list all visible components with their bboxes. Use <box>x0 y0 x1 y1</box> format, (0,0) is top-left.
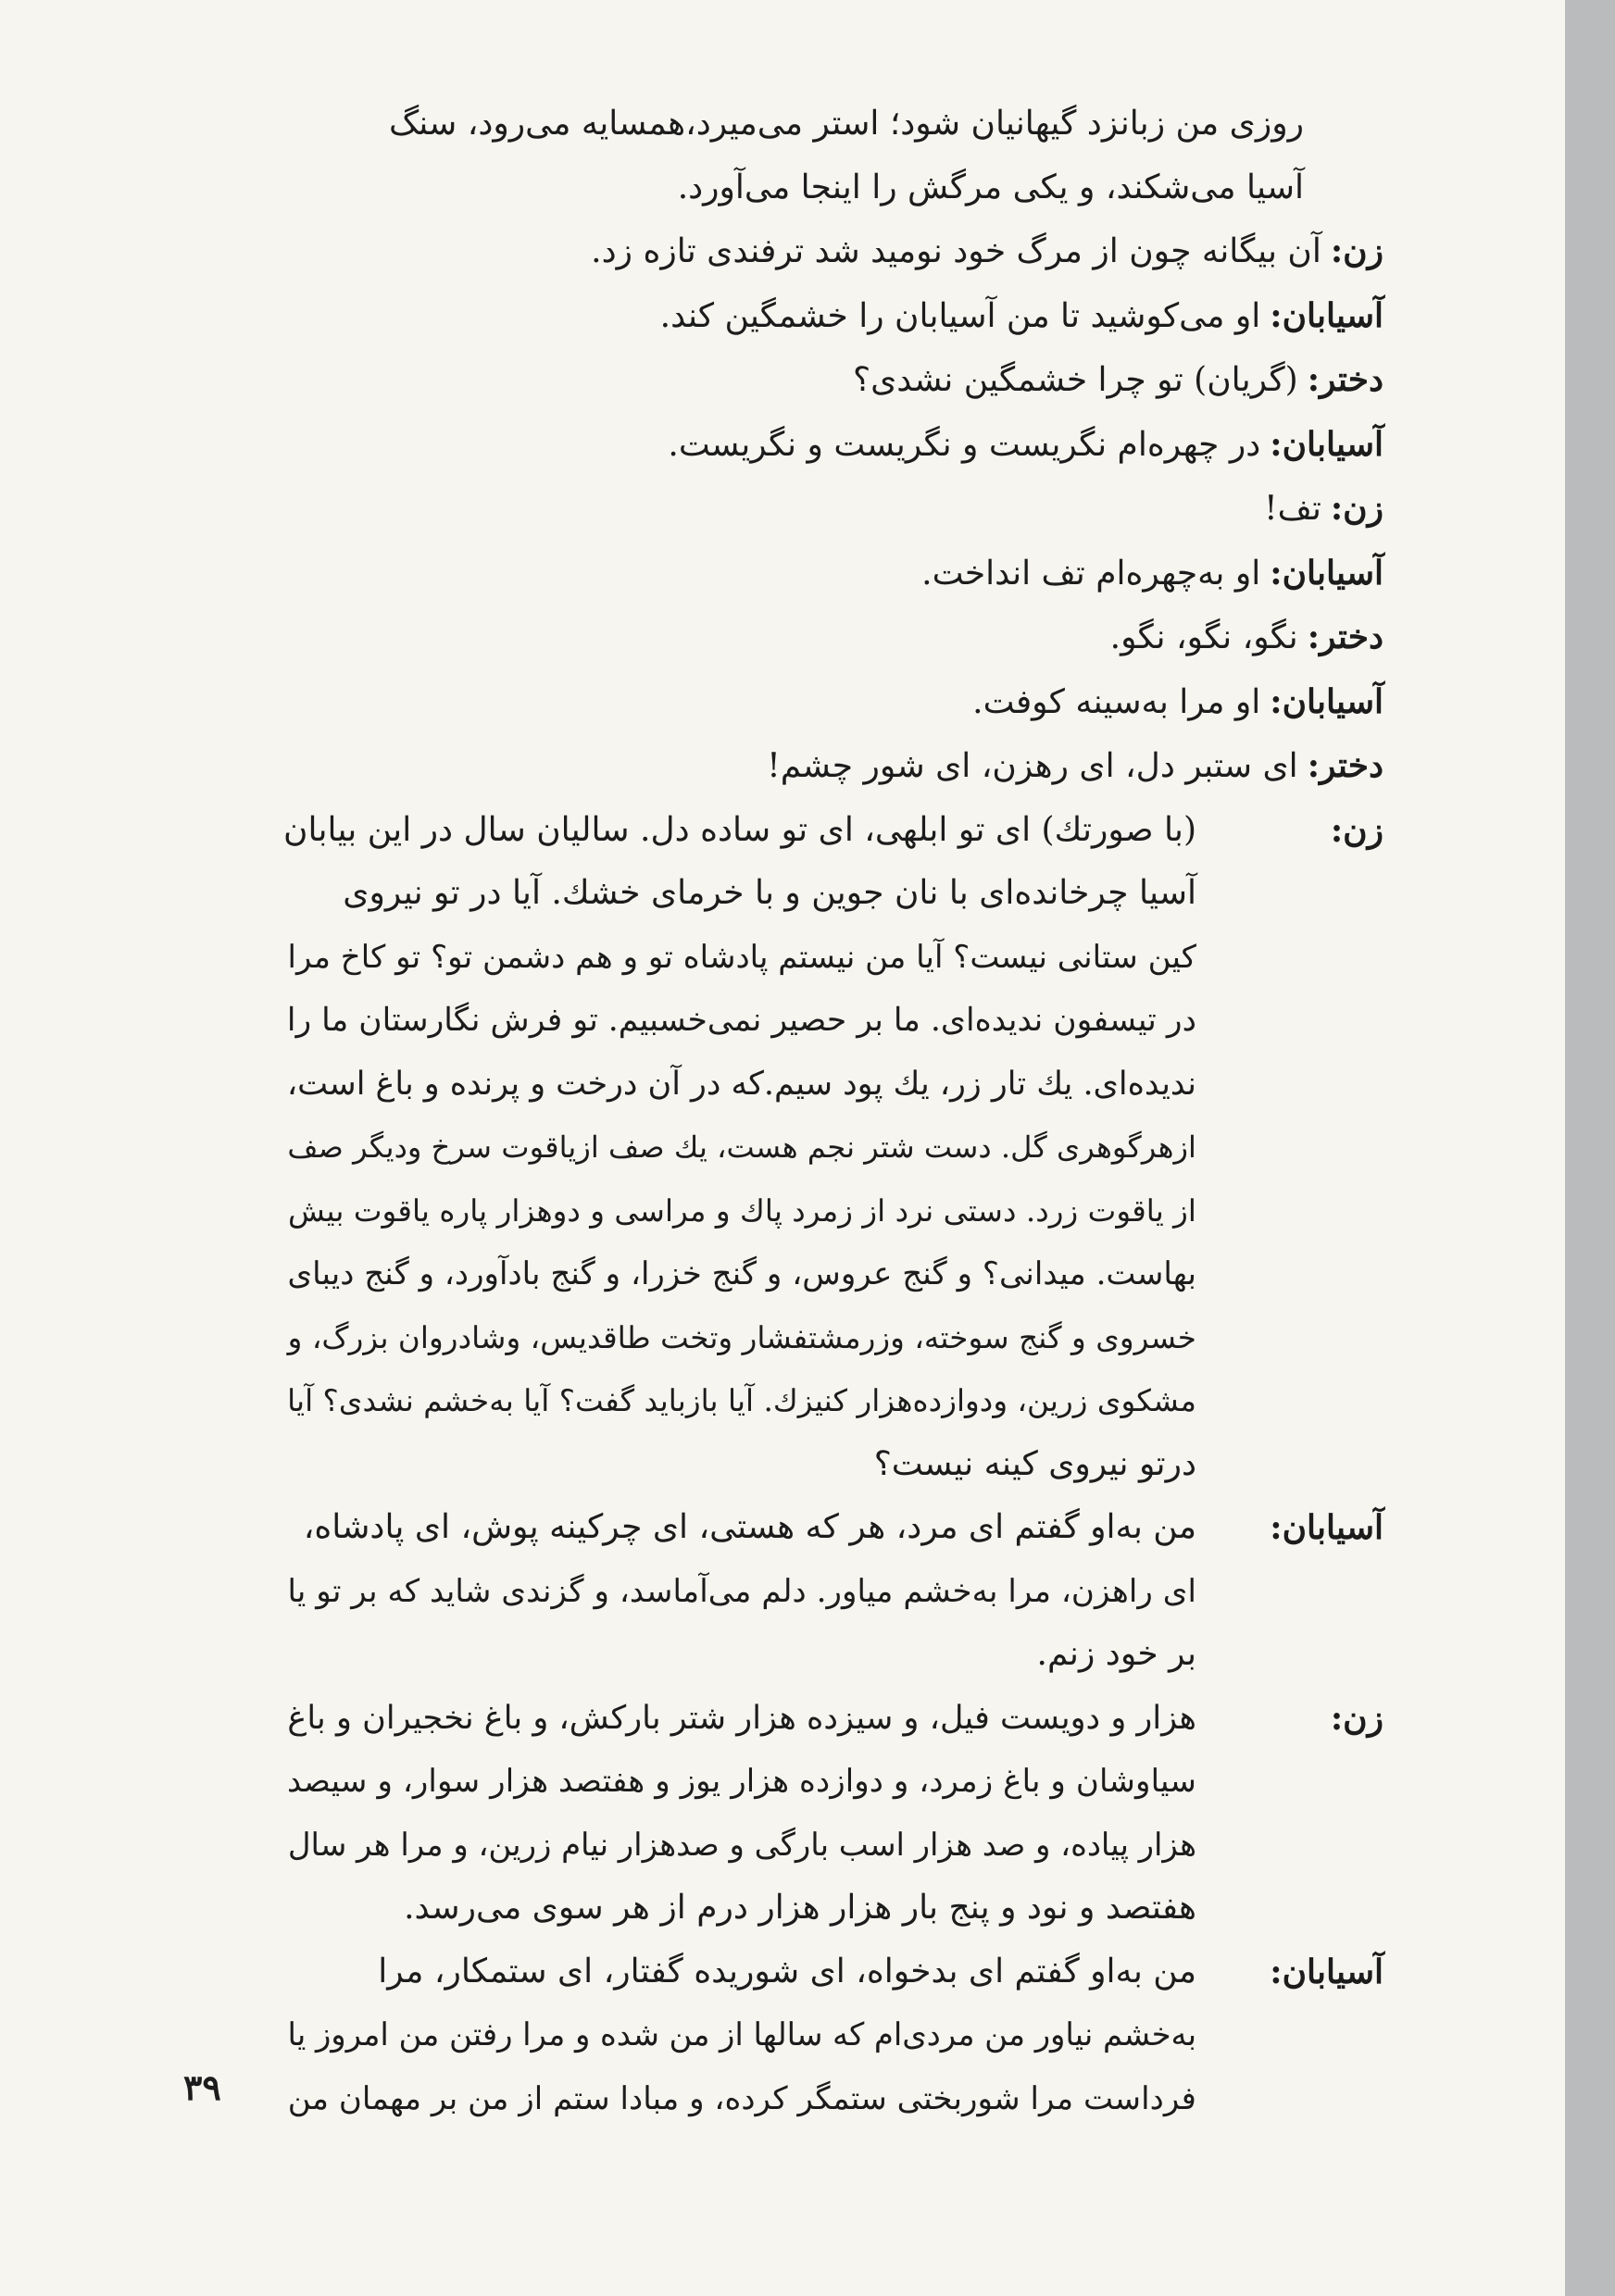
speaker-name: زن: <box>1330 1698 1383 1738</box>
text-line <box>269 413 1383 478</box>
text-line <box>269 605 1383 670</box>
line-text: او می‌کوشید تا من آسیابان را خشمگین کند. <box>659 296 1261 335</box>
speaker-name: دختر: <box>1307 360 1383 399</box>
play-text <box>269 93 1383 2166</box>
text-line <box>269 542 1383 606</box>
line-text: او به‌چهره‌ام تف انداخت. <box>921 554 1261 593</box>
text-line: بر خود زنم. <box>1036 1635 1196 1673</box>
text-line: هفتصد و نود و پنج بار هزار هزار درم از هر سوی می‌رسد. <box>404 1889 1196 1927</box>
dialogue-entry <box>269 1687 1383 1940</box>
dialogue-entry <box>269 734 1383 799</box>
text-line: سیاوشان و باغ زمرد، و دوازده هزار یوز و هفتصد هزار سوار، و سیصد <box>286 1763 1196 1800</box>
text-line: مشکوی زرین، ودوازده‌هزار کنیزك. آیا بازباید گفت؟ آیا به‌خشم نشدی؟ آیا <box>287 1383 1196 1418</box>
text-line <box>269 477 1383 542</box>
text-line: من به‌او گفتم ای مرد، هر که هستی، ای چرکینه پوش، ای پادشاه، <box>303 1508 1196 1546</box>
speaker-name: دختر: <box>1307 746 1383 785</box>
speaker-name: آسیابان: <box>1270 553 1383 593</box>
dialogue-entry <box>269 1940 1383 2131</box>
speaker-name: آسیابان: <box>1270 424 1383 464</box>
text-line: درتو نیروی کینه نیست؟ <box>873 1444 1196 1483</box>
dialogue-entry <box>269 284 1383 349</box>
text-line: ای راهزن، مرا به‌خشم میاور. دلم می‌آماسد، و گزندی شاید که بر تو یا <box>287 1572 1196 1610</box>
dialogue-entry <box>269 542 1383 606</box>
speaker-name: آسیابان: <box>1270 1508 1383 1547</box>
line-text: نگو، نگو، نگو. <box>1109 618 1298 656</box>
text-line <box>269 219 1383 284</box>
text-line: روزی من زبانزد گیهانیان شود؛ استر می‌میرد،همسایه می‌رود، سنگ <box>389 105 1304 143</box>
line-text: (گریان) تو چرا خشمگین نشدی؟ <box>853 361 1298 399</box>
page-number: ۳۹ <box>183 2066 221 2108</box>
speaker-name: دختر: <box>1307 618 1383 656</box>
text-line: در تیسفون ندیده‌ای. ما بر حصیر نمی‌خسبیم. تو فرش نگارستان ما را <box>286 1002 1196 1039</box>
dialogue-entry <box>269 219 1383 284</box>
text-line: خسروی و گنج سوخته، وزرمشتفشار وتخت طاقدیس، وشادروان بزرگ، و <box>287 1319 1196 1355</box>
dialogue-entry <box>269 413 1383 478</box>
text-line: کین ستانی نیست؟ آیا من نیستم پادشاه تو و هم دشمن تو؟ تو کاخ مرا <box>287 938 1196 976</box>
text-line <box>269 284 1383 349</box>
speaker-name: آسیابان: <box>1270 295 1383 335</box>
text-line <box>269 670 1383 735</box>
dialogue-entry <box>269 348 1383 413</box>
line-text: او مرا به‌سینه کوفت. <box>972 682 1261 721</box>
speaker-name: آسیابان: <box>1270 1952 1383 1991</box>
dialogue-entry <box>269 477 1383 542</box>
text-line: آسیا چرخانده‌ای با نان جوین و با خرمای خشك. آیا در تو نیروی <box>343 874 1196 912</box>
text-line: من به‌او گفتم ای بدخواه، ای شوریده گفتار، ای ستمکار، مرا <box>378 1952 1196 1990</box>
line-text: آن بیگانه چون از مرگ خود نومید شد ترفندی تازه زد. <box>591 232 1321 270</box>
dialogue-entry <box>269 1496 1383 1687</box>
line-text: در چهره‌ام نگریست و نگریست و نگریست. <box>668 425 1261 464</box>
line-text: تف! <box>1264 490 1321 528</box>
text-line <box>269 734 1383 799</box>
text-line: فرداست مرا شوربختی ستمگر کرده، و مبادا ستم از من بر مهمان من <box>287 2079 1196 2117</box>
speaker-name: زن: <box>1330 231 1383 270</box>
dialogue-entry <box>269 605 1383 670</box>
dialogue-entry <box>269 670 1383 735</box>
speaker-name: آسیابان: <box>1270 681 1383 721</box>
text-line: از یاقوت زرد. دستی نرد از زمرد پاك و مراسی و دوهزار پاره یاقوت بیش <box>287 1192 1196 1229</box>
scan-border <box>1565 0 1615 2296</box>
text-line: ازهرگوهری گل. دست شتر نجم هست، یك صف ازیاقوت سرخ ودیگر صف <box>287 1129 1196 1165</box>
text-line: بهاست. میدانی؟ و گنج عروس، و گنج خزرا، و گنج بادآورد، و گنج دیبای <box>287 1255 1196 1292</box>
text-line: ندیده‌ای. یك تار زر، یك پود سیم.که در آن درخت و پرنده و باغ است، <box>286 1065 1196 1103</box>
text-line: (با صورتك) ای تو ابلهی، ای تو ساده دل. سالیان سال در این بیابان <box>283 810 1196 849</box>
text-line: به‌خشم نیاور من مردی‌ام که سالها از من شده و مرا رفتن من امروز یا <box>287 2016 1196 2053</box>
speaker-name: زن: <box>1330 489 1383 528</box>
text-line: هزار پیاده، و صد هزار اسب بارگی و صدهزار نیام زرین، و مرا هر سال <box>287 1826 1196 1863</box>
text-line: هزار و دویست فیل، و سیزده هزار شتر بارکش، و باغ نخجیران و باغ <box>287 1698 1196 1737</box>
text-line: آسیا می‌شکند، و یکی مرگش را اینجا می‌آورد. <box>677 168 1304 206</box>
line-text: ای ستبر دل، ای رهزن، ای شور چشم! <box>767 747 1298 785</box>
dialogue-entry <box>269 799 1383 1497</box>
text-line <box>269 348 1383 413</box>
dialogue-continuation <box>269 93 1383 219</box>
speaker-name: زن: <box>1330 810 1383 850</box>
